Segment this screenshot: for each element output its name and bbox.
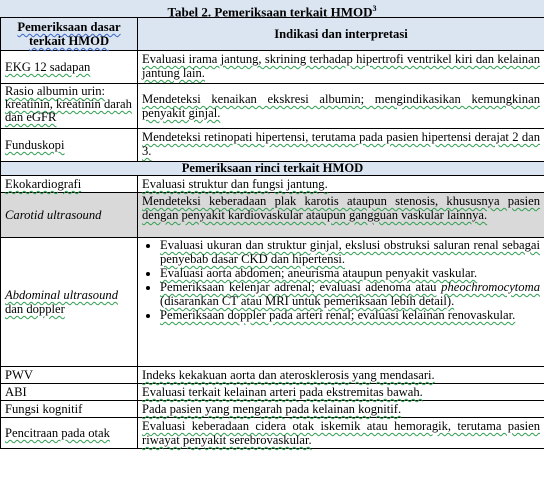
exam-cell: ABI — [1, 384, 138, 401]
desc-cell: Evaluasi irama jantung, skrining terhadap hipertrofi ventrikel kiri dan kelainan jantung lain. — [138, 51, 544, 84]
list-item: • Pemeriksaan doppler pada arteri renal; evaluasi kelainan renovaskular. — [160, 308, 540, 322]
desc-cell: Pada pasien yang mengarah pada kelainan kognitif. — [138, 401, 544, 418]
exam-cell: Rasio albumin urin: kreatinin, kreatinin darah dan eGFR — [1, 84, 138, 129]
desc-cell: Evaluasi struktur dan fungsi jantung. — [138, 176, 544, 193]
exam-cell — [1, 238, 138, 367]
desc-cell — [138, 238, 544, 367]
table-row — [1, 176, 544, 193]
table-row — [1, 193, 544, 238]
exam-cell: EKG 12 sadapan — [1, 51, 138, 84]
table-row — [1, 238, 544, 367]
header-col1: Pemeriksaan dasar terkait HMOD — [1, 18, 138, 51]
table-caption — [0, 0, 544, 20]
hmod-table — [0, 17, 544, 449]
table-row — [1, 51, 544, 84]
desc-cell: Mendeteksi retinopati hipertensi, terutama pada pasien hipertensi derajat 2 dan 3. — [138, 129, 544, 162]
table-row — [1, 418, 544, 449]
exam-cell: PWV — [1, 367, 138, 384]
desc-cell: Mendeteksi kenaikan ekskresi albumin; mengindikasikan kemungkinan penyakit ginjal. — [138, 84, 544, 129]
table-row — [1, 367, 544, 384]
exam-cell: Funduskopi — [1, 129, 138, 162]
list-item: • Evaluasi ukuran dan struktur ginjal, ekslusi obstruksi saluran renal sebagai penyebab dasar CKD dan hipertensi. — [160, 238, 540, 266]
table-row — [1, 401, 544, 418]
table-header-row — [1, 18, 544, 51]
section-header-row — [1, 162, 544, 176]
table-row — [1, 384, 544, 401]
caption-reference: 3 — [372, 4, 377, 13]
desc-cell: Indeks kekakuan aorta dan aterosklerosis yang mendasari. — [138, 367, 544, 384]
table-row — [1, 129, 544, 162]
exam-cell: Carotid ultrasound — [1, 193, 138, 238]
desc-cell: Evaluasi keberadaan cidera otak iskemik atau hemoragik, terutama pasien riwayat penyakit serebrovaskular. — [138, 418, 544, 449]
section-title: Pemeriksaan rinci terkait HMOD — [1, 162, 544, 176]
exam-cell: Pencitraan pada otak — [1, 418, 138, 449]
desc-cell: Evaluasi terkait kelainan arteri pada ekstremitas bawah. — [138, 384, 544, 401]
exam-italic: Abdominal ultrasound — [5, 288, 118, 302]
list-item: • Evaluasi aorta abdomen; aneurisma ataupun penyakit vaskular. — [160, 266, 540, 280]
desc-cell: Mendeteksi keberadaan plak karotis ataupun stenosis, khususnya pasien dengan penyakit kardiovaskular ataupun gangguan vaskular lainnya. — [138, 193, 544, 238]
list-item: • Pemeriksaan kelenjar adrenal; evaluasi adenoma atau pheochromocytoma (disarankan CT atau MRI untuk pemeriksaan lebih detail). — [160, 280, 540, 308]
exam-cell: Ekokardiografi — [1, 176, 138, 193]
bullet-list — [142, 238, 540, 322]
header-col2: Indikasi dan interpretasi — [138, 18, 544, 51]
table-row — [1, 84, 544, 129]
exam-rest: dan doppler — [5, 302, 65, 316]
exam-cell: Fungsi kognitif — [1, 401, 138, 418]
caption-title: Tabel 2. Pemeriksaan terkait HMOD — [167, 4, 373, 20]
